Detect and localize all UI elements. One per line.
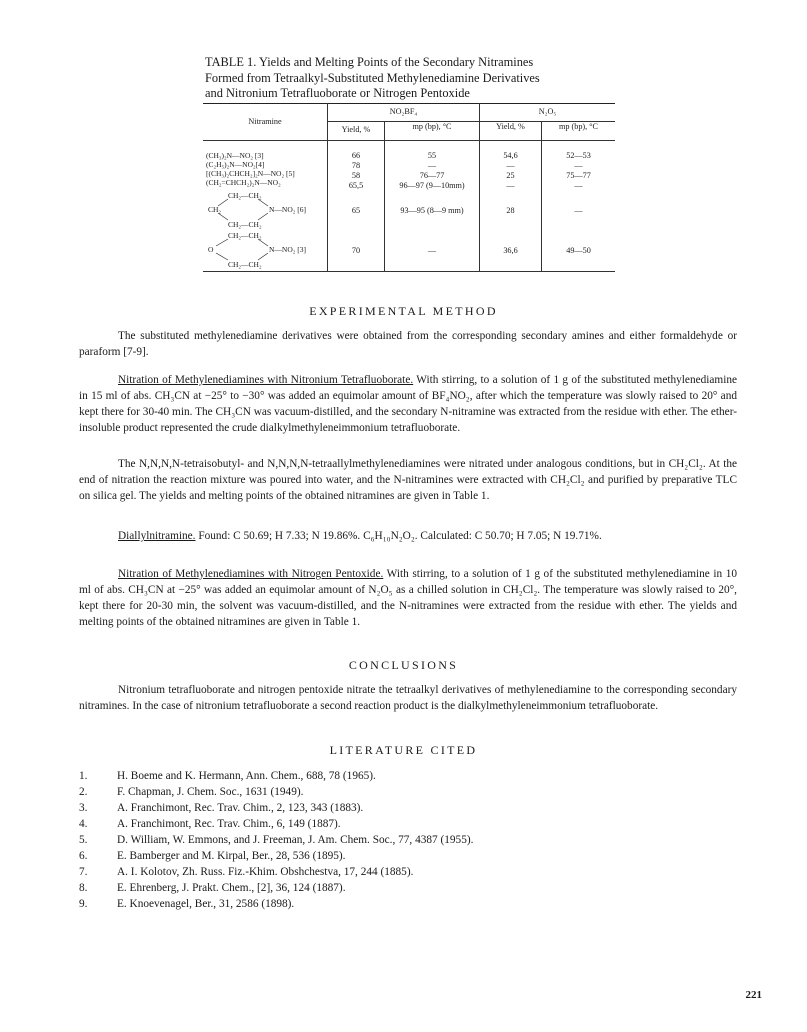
group-n2o5: N₂O₅ xyxy=(480,104,616,122)
list-item: 7. A. I. Kolotov, Zh. Russ. Fiz.-Khim. Obshchestva, 17, 244 (1885). xyxy=(79,866,414,878)
col-yield-2: Yield, % xyxy=(480,122,542,141)
list-item: 9. E. Knoevenagel, Ber., 31, 2586 (1898). xyxy=(79,898,295,910)
group-no2bf4: NO₂BF₄ xyxy=(328,104,480,122)
list-item: 8. E. Ehrenberg, J. Prakt. Chem., [2], 36, 124 (1887). xyxy=(79,882,346,894)
caption-line-1: TABLE 1. Yields and Melting Points of the Secondary Nitramines xyxy=(205,55,534,69)
cell-yields: 66 78 58 65,5 xyxy=(328,141,385,192)
reference-list xyxy=(79,768,719,912)
list-item: 6. E. Bamberger and M. Kirpal, Ber., 28, 536 (1895). xyxy=(79,850,346,862)
caption-line-3: and Nitronium Tetrafluoborate or Nitrogen Pentoxide xyxy=(205,86,470,100)
body-paragraph-6: Nitronium tetrafluoborate and nitrogen pentoxide nitrate the tetraalkyl derivatives of methylenediamine to the corresponding secondary nitramines. In the case of nitronium tetrafluoborate a second reaction product is the dialkylmethyleneimmonium tetrafluoborate. xyxy=(79,684,737,712)
piperidine-structure: CH₂—CH₂ CH₂ N—NO₂ [6] CH₂—CH₂ xyxy=(203,191,328,231)
col-yield-1: Yield, % xyxy=(328,122,385,141)
col-mp-2: mp (bp), °C xyxy=(542,122,616,141)
list-item: 2. F. Chapman, J. Chem. Soc., 1631 (1949). xyxy=(79,786,304,798)
run-in-heading: Diallylnitramine. xyxy=(118,530,196,542)
list-item: 4. A. Franchimont, Rec. Trav. Chim., 6, 149 (1887). xyxy=(79,818,341,830)
table-row: (C₂H₅)₂N—NO₂[4] xyxy=(206,160,265,169)
list-item: 1. H. Boeme and K. Hermann, Ann. Chem., 688, 78 (1965). xyxy=(79,770,376,782)
body-paragraph-1: The substituted methylenediamine derivatives were obtained from the corresponding secondary amines and either formaldehyde or paraform [7-9]. xyxy=(79,330,737,358)
body-paragraph-4: Diallylnitramine. Found: C 50.69; H 7.33; N 19.86%. C₆H₁₀N₂O₂. Calculated: C 50.70; H 7.05; N 19.71%. xyxy=(118,530,602,542)
table-row: [(CH₃)₂CHCH₂]₂N—NO₂ [5] xyxy=(206,169,295,178)
run-in-heading: Nitration of Methylenediamines with Nitrogen Pentoxide. xyxy=(118,568,384,580)
list-item: 3. A. Franchimont, Rec. Trav. Chim., 2, 123, 343 (1883). xyxy=(79,802,364,814)
ring-bonds-icon xyxy=(206,231,324,271)
table-row: (CH₃)₂N—NO₂ [3] xyxy=(206,151,264,160)
cell-mps: 55 — 76—77 96—97 (9—10mm) xyxy=(385,141,480,192)
section-heading-literature: LITERATURE CITED xyxy=(329,743,478,757)
nitramine-table: Nitramine NO₂BF₄ N₂O₅ Yield, % mp (bp), °C Yield, % mp (bp), °C (CH₃)₂N—NO₂ [3] (C₂H₅)₂N—NO₂[4] [(CH₃)₂CHCH₂]₂N—NO₂ [5] (CH₂=CHCH₂)₂N—NO₂ 66 78 58 65,5 55 — 76—77 96—97 (9—10mm) 54,6 — 25 — 52—53 — 75—77 — CH₂—CH₂ CH₂ N—NO₂ [6] CH₂—CH₂ 65 93—95 (8—9 mm) 28 — CH₂—CH₂ O N—NO₂ [3] CH₂—CH₂ 70 — 36,6 49—50 xyxy=(203,103,615,272)
cell-yields-2: 54,6 — 25 — xyxy=(480,141,542,192)
body-paragraph-3: The N,N,N,N-tetraisobutyl- and N,N,N,N-tetraallylmethylenediamines were nitrated under analogous conditions, but in CH₂Cl₂. At the end of nitration the reaction mixture was poured into water, and the N-nitramines were extracted with CH₂Cl₂ and purified by preparative TLC on silica gel. The yields and melting points of the obtained nitramines are given in Table 1. xyxy=(79,458,737,502)
run-in-heading: Nitration of Methylenediamines with Nitronium Tetrafluoborate. xyxy=(118,374,414,386)
caption-line-2: Formed from Tetraalkyl-Substituted Methylenediamine Derivatives xyxy=(205,70,540,85)
section-heading-conclusions: CONCLUSIONS xyxy=(348,658,459,672)
ring-bonds-icon xyxy=(206,191,324,231)
col-nitramine: Nitramine xyxy=(203,104,328,141)
cell-names xyxy=(203,141,328,192)
body-paragraph-2: Nitration of Methylenediamines with Nitronium Tetrafluoborate. With stirring, to a solution of 1 g of the substituted methylenediamine in 15 ml of abs. CH₃CN at −25° to −30° was added an equimolar amount of BF₄NO₂, after which the temperature was slowly raised to 20° and kept there for 30-40 min. The CH₃CN was vacuum-distilled, and the secondary N-nitramine was extracted from the residue with ether. The ether-insoluble product represented the crude dialkylmethyleneimmonium tetrafluoborate. xyxy=(79,374,737,434)
section-heading-experimental: EXPERIMENTAL METHOD xyxy=(309,304,498,318)
col-mp-1: mp (bp), °C xyxy=(385,122,480,141)
table-row: (CH₂=CHCH₂)₂N—NO₂ xyxy=(206,178,281,187)
cell-mps-2: 52—53 — 75—77 — xyxy=(542,141,616,192)
list-item: 5. D. William, W. Emmons, and J. Freeman, J. Am. Chem. Soc., 77, 4387 (1955). xyxy=(79,834,474,846)
body-paragraph-5: Nitration of Methylenediamines with Nitrogen Pentoxide. With stirring, to a solution of 1 g of the substituted methylenediamine in 10 ml of abs. CH₃CN at −25° was added an equimolar amount of N₂O₅ as a chilled solution in CH₂Cl₂. The temperature was slowly raised to 20°, kept there for 20-30 min, the solvent was vacuum-distilled, and the N-nitramines were extracted from the residue with ether. The yields and melting points of the obtained nitramines are given in Table 1. xyxy=(79,568,737,628)
table-caption xyxy=(205,55,635,102)
page-number: 221 xyxy=(745,989,762,1001)
morpholine-structure: CH₂—CH₂ O N—NO₂ [3] CH₂—CH₂ xyxy=(203,231,328,272)
